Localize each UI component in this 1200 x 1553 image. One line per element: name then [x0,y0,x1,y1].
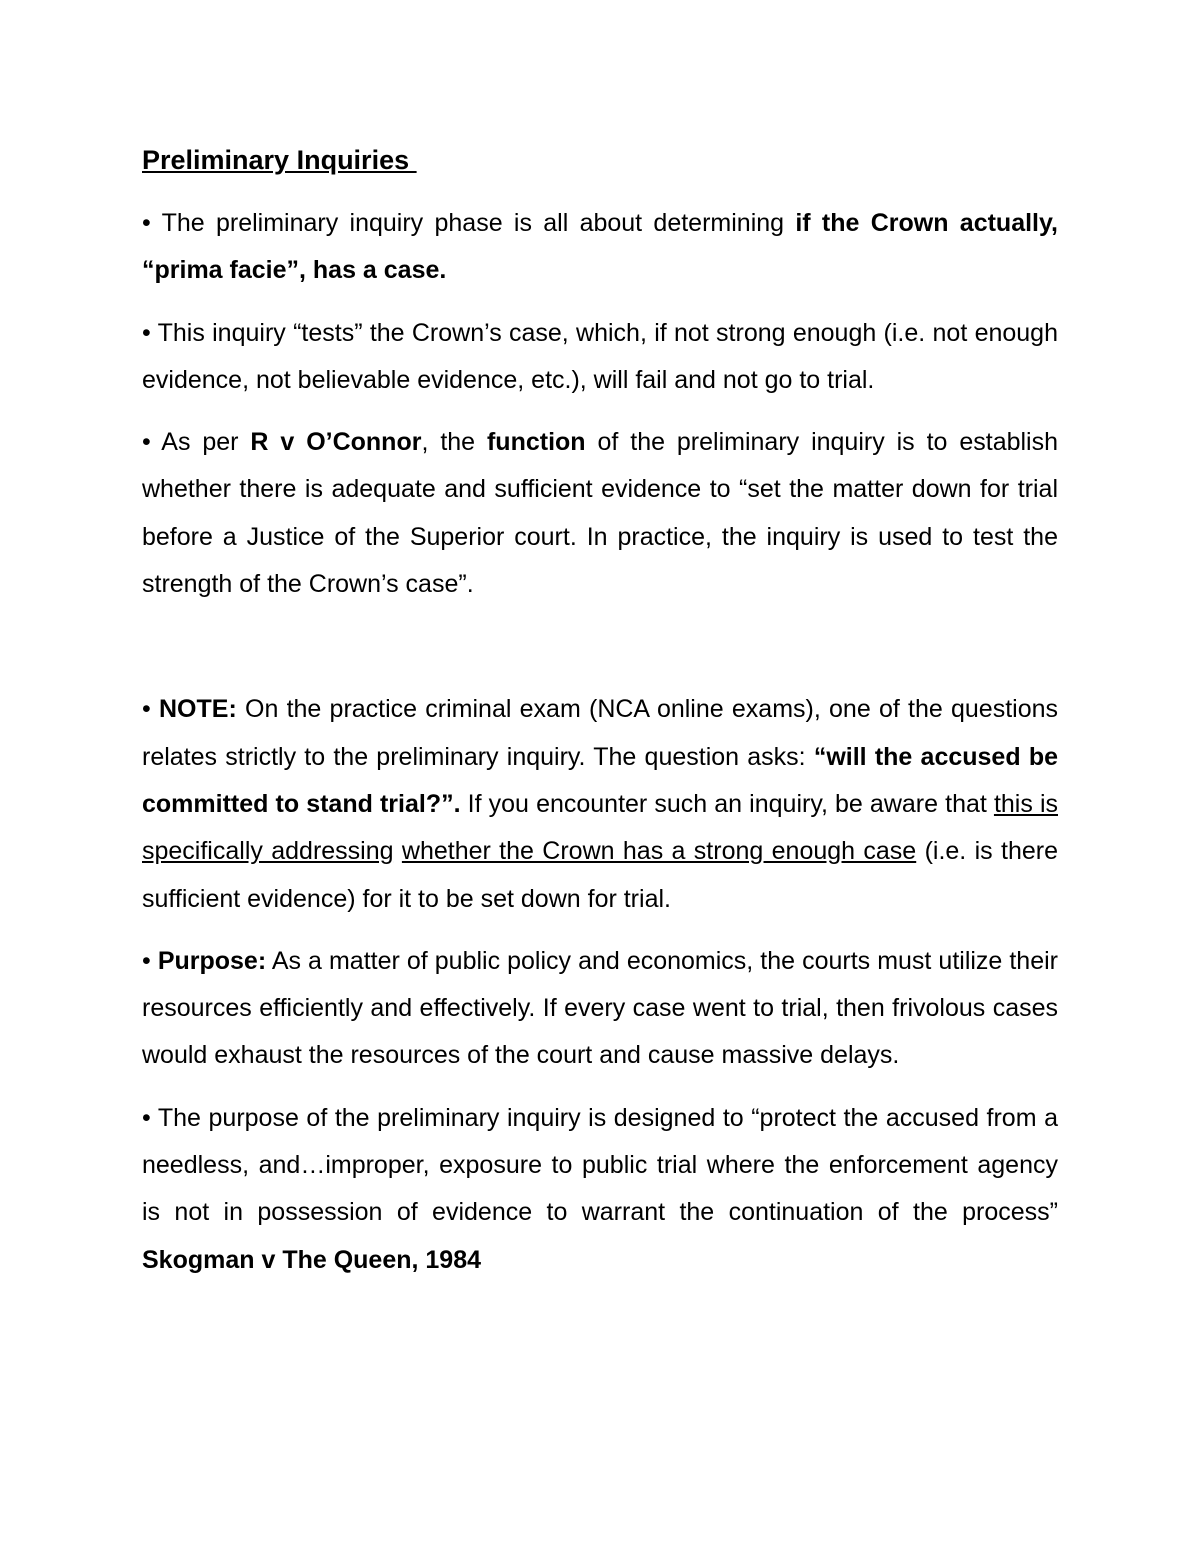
paragraph-note [142,686,1058,922]
paragraph-text: If you encounter such an inquiry, be aware that [460,789,994,818]
paragraph-tests-case [142,310,1058,405]
bullet: • [142,1103,151,1132]
paragraph-text: The preliminary inquiry phase is all about determining [150,209,796,237]
paragraph-text: , the [421,428,487,457]
paragraph-text: (i.e. is there sufficient evidence) for it to be set down for trial. [142,837,1058,913]
paragraph-text: This inquiry “tests” the Crown’s case, which, if not strong enough (i.e. not enough evidence, not believable evidence, etc.), will fail and not go to trial. [142,318,1058,394]
case-name: Skogman v The Queen, 1984 [142,1245,482,1274]
paragraph-purpose [142,938,1058,1080]
case-name: R v O’Connor [250,428,422,457]
paragraph-text: On the practice criminal exam (NCA online exams), one of the questions relates strictly to the preliminary inquiry. The question asks: [142,695,1059,771]
bold-text: function [486,428,586,457]
bold-text: if the Crown actually, “prima facie”, has a case. [142,209,1058,285]
paragraph-skogman [142,1095,1058,1284]
bullet: • [142,695,151,724]
bullet: • [142,428,151,457]
bold-text: “will the accused be committed to stand trial?”. [142,742,1058,818]
page-title: Preliminary Inquiries [142,145,417,175]
underlined-text: this is specifically addressing [142,789,1058,866]
paragraph-text: The purpose of the preliminary inquiry is designed to “protect the accused from a needless, and…improper, exposure to public trial where the enforcement agency is not in possession of evidence to warrant the continuation of the process” [142,1103,1058,1227]
document-page [142,138,1058,1299]
underlined-text: whether the Crown has a strong enough case [401,837,917,866]
paragraph-crown-case [142,200,1058,295]
paragraph-text: of the preliminary inquiry is to establish whether there is adequate and sufficient evidence to “set the matter down for trial before a Justice of the Superior court. In practice, the inquiry is used to test the strength of the Crown’s case”. [142,428,1059,599]
bullet: • [142,946,151,975]
paragraph-r-v-oconnor [142,419,1058,608]
note-label: NOTE: [159,695,237,724]
bullet: • [142,209,151,237]
paragraph-text: As per [150,428,251,457]
bullet: • [142,318,151,347]
purpose-label: Purpose: [157,946,267,975]
paragraph-text: As a matter of public policy and economics, the courts must utilize their resources efficiently and effectively. If every case went to trial, then frivolous cases would exhaust the resources of the court and cause massive delays. [142,946,1058,1070]
paragraph-text [394,837,402,865]
